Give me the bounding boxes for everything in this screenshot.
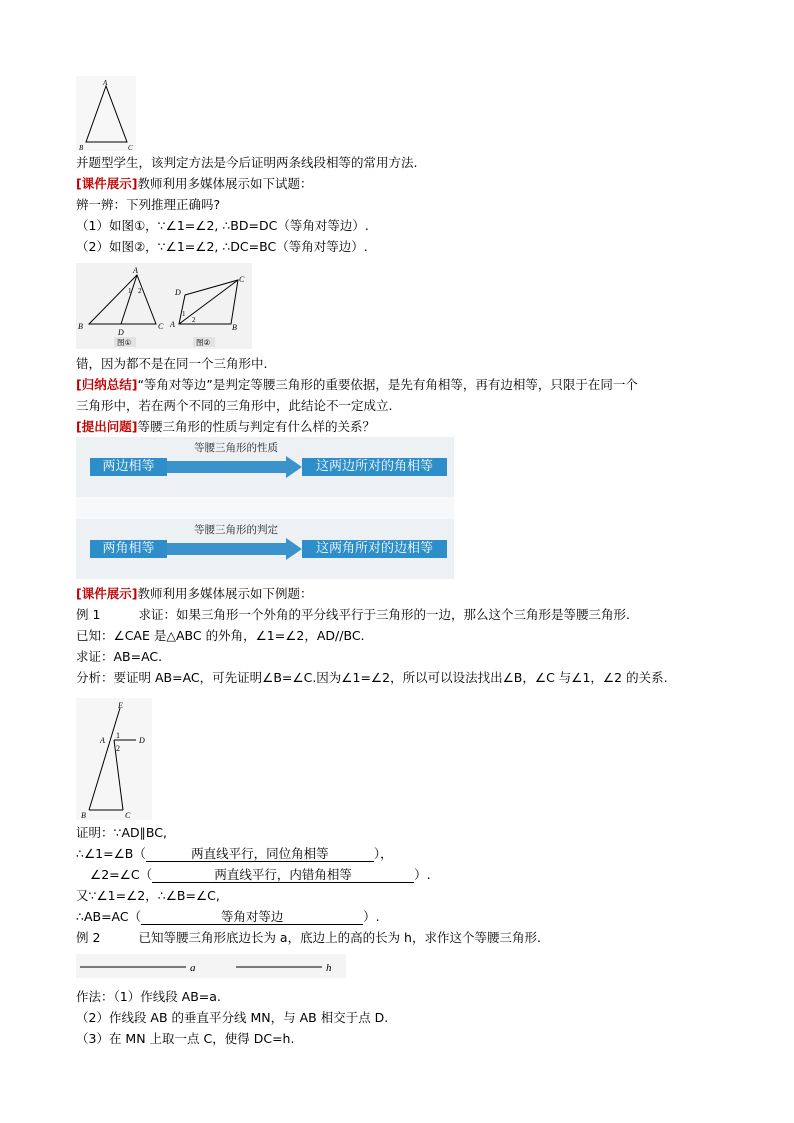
section2-text: 教师利用多媒体展示如下例题： bbox=[137, 586, 313, 601]
fig2-label-b: B bbox=[232, 323, 237, 332]
fig2-label-c: C bbox=[239, 275, 245, 284]
summary-line-1 bbox=[76, 374, 726, 395]
proof-l2-post: ）， bbox=[373, 846, 393, 861]
example-angle-1: 1 bbox=[116, 731, 120, 740]
method-step-3: （3）在 MN 上取一点 C，使得 DC=h. bbox=[76, 1031, 295, 1046]
flow-judgement-right: 这两角所对的边相等 bbox=[302, 540, 447, 558]
fig2-angle-1: 1 bbox=[182, 310, 186, 318]
proof-l5-post: ）. bbox=[363, 909, 380, 924]
flow-judgement bbox=[76, 519, 454, 579]
segment-label-h: h bbox=[326, 962, 332, 974]
example1-statement bbox=[76, 604, 726, 625]
fig-label-c: C bbox=[128, 144, 133, 151]
proof-l3-post: ）. bbox=[414, 867, 431, 882]
flow-property-right: 这两边所对的角相等 bbox=[302, 458, 447, 476]
example-figure bbox=[76, 698, 152, 820]
proof-l5-fill: 等角对等边 bbox=[141, 909, 363, 925]
flow-property-left: 两边相等 bbox=[90, 458, 167, 476]
example-label-a: A bbox=[100, 736, 105, 745]
fig1-angle-1: 1 bbox=[128, 287, 132, 295]
answer-line: 错，因为都不是在同一个三角形中. bbox=[76, 356, 268, 371]
segments-figure bbox=[76, 954, 346, 978]
quiz-item-1: （1）如图①，∵∠1=∠2, ∴BD=DC（等角对等边）. bbox=[76, 218, 369, 233]
example1-label: 例 1 bbox=[76, 607, 101, 622]
fig1-caption: 图① bbox=[117, 338, 132, 347]
document-page bbox=[76, 76, 726, 1049]
example1-prove: 求证：AB=AC. bbox=[76, 649, 163, 664]
fig-label-a: A bbox=[103, 79, 108, 87]
example-angle-2: 2 bbox=[116, 744, 120, 753]
summary-line-2: 三角形中，若在两个不同的三角形中，此结论不一定成立. bbox=[76, 398, 393, 413]
fig2-angle-2: 2 bbox=[192, 316, 196, 324]
method-step-1: 作法：（1）作线段 AB=a. bbox=[76, 989, 221, 1004]
proof-l3-pre: ∠2=∠C（ bbox=[90, 867, 153, 882]
flow-property bbox=[76, 437, 454, 497]
example2-label: 例 2 bbox=[76, 930, 101, 945]
example-label-c: C bbox=[125, 811, 131, 820]
fig1-label-a: A bbox=[133, 266, 138, 275]
example2-line bbox=[76, 927, 726, 948]
fig2-caption: 图② bbox=[196, 338, 211, 347]
flow-property-caption: 等腰三角形的性质 bbox=[194, 442, 278, 454]
isosceles-triangle-figure bbox=[76, 76, 136, 151]
proof-line-5 bbox=[76, 906, 726, 927]
proof-l2-pre: ∴∠1=∠B（ bbox=[76, 846, 146, 861]
section2-line bbox=[76, 583, 726, 604]
proof-line-4: 又∵∠1=∠2，∴∠B=∠C, bbox=[76, 888, 220, 903]
question-text: 等腰三角形的性质与判定有什么样的关系？ bbox=[137, 419, 375, 434]
quiz-figures bbox=[76, 263, 252, 349]
flow-judgement-left: 两角相等 bbox=[90, 540, 167, 558]
quiz-title: 辨一辨：下列推理正确吗? bbox=[76, 197, 221, 212]
question-line bbox=[76, 416, 726, 437]
section1-text: 教师利用多媒体展示如下试题： bbox=[137, 176, 313, 191]
proof-l2-fill: 两直线平行，同位角相等 bbox=[146, 846, 374, 862]
method-step-2: （2）作线段 AB 的垂直平分线 MN，与 AB 相交于点 D. bbox=[76, 1010, 389, 1025]
question-tag: [提出问题] bbox=[76, 419, 138, 434]
example2-text: 已知等腰三角形底边长为 a，底边上的高的长为 h，求作这个等腰三角形. bbox=[138, 930, 541, 945]
proof-l5-pre: ∴AB=AC（ bbox=[76, 909, 142, 924]
example-label-d: D bbox=[139, 736, 145, 745]
quiz-item-2: （2）如图②，∵∠1=∠2, ∴DC=BC（等角对等边）. bbox=[76, 239, 368, 254]
section1-line bbox=[76, 173, 726, 194]
fig1-angle-2: 2 bbox=[138, 287, 142, 295]
segment-label-a: a bbox=[190, 962, 196, 974]
proof-line-1: 证明：∵AD∥BC, bbox=[76, 825, 167, 840]
example1-known: 已知：∠CAE 是△ABC 的外角，∠1=∠2，AD//BC. bbox=[76, 628, 365, 643]
section2-tag: [课件展示] bbox=[76, 586, 138, 601]
fig2-label-a: A bbox=[170, 320, 175, 329]
fig1-label-c: C bbox=[158, 322, 164, 331]
example-label-b: B bbox=[81, 811, 86, 820]
fig-label-b: B bbox=[79, 144, 84, 151]
example-label-e: E bbox=[118, 701, 123, 710]
flow-spacer bbox=[76, 497, 454, 519]
fig2-label-d: D bbox=[175, 288, 181, 297]
section1-tag: [课件展示] bbox=[76, 176, 138, 191]
example1-text: 求证：如果三角形一个外角的平分线平行于三角形的一边，那么这个三角形是等腰三角形. bbox=[138, 607, 630, 622]
fig1-label-d: D bbox=[118, 328, 124, 337]
fig1-label-b: B bbox=[78, 322, 83, 331]
proof-l3-fill: 两直线平行，内错角相等 bbox=[152, 867, 414, 883]
summary-text-1: “等角对等边”是判定等腰三角形的重要依据，是先有角相等，再有边相等，只限于在同一个 bbox=[137, 377, 638, 392]
flow-judgement-caption: 等腰三角形的判定 bbox=[194, 524, 278, 536]
proof-line-3 bbox=[76, 864, 726, 885]
example1-analysis: 分析：要证明 AB=AC，可先证明∠B=∠C.因为∠1=∠2，所以可以设法找出∠B，∠C 与∠1，∠2 的关系. bbox=[76, 670, 668, 685]
intro-line: 并题型学生，该判定方法是今后证明两条线段相等的常用方法. bbox=[76, 155, 418, 170]
proof-line-2 bbox=[76, 843, 726, 864]
summary-tag: [归纳总结] bbox=[76, 377, 138, 392]
